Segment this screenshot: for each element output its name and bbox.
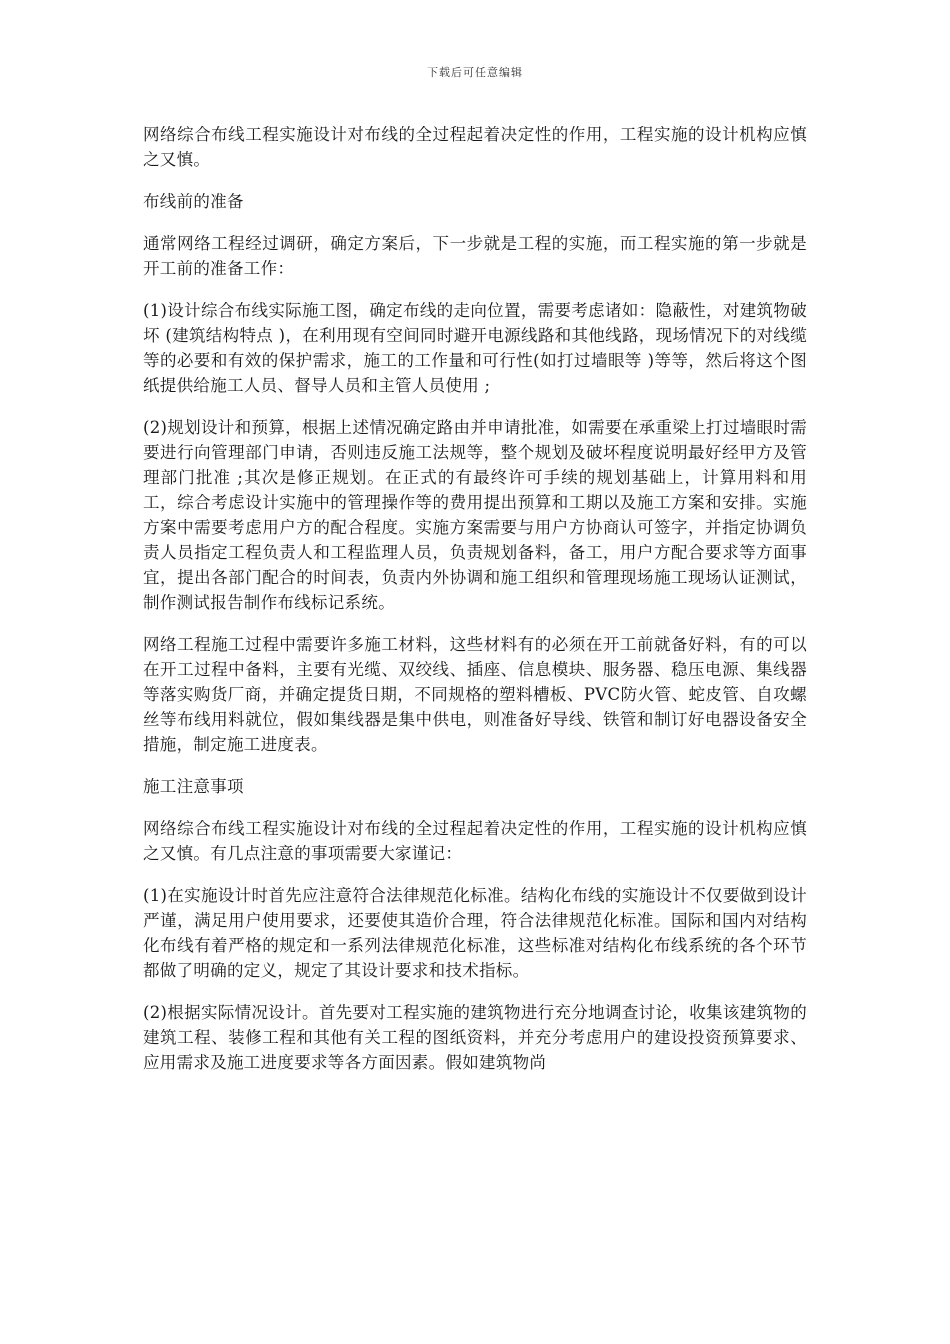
paragraph-preparation-intro: 通常网络工程经过调研，确定方案后，下一步就是工程的实施，而工程实施的第一步就是开工前的准备工作： <box>143 234 807 278</box>
document-body <box>143 122 807 1092</box>
paragraph-intro: 网络综合布线工程实施设计对布线的全过程起着决定性的作用，工程实施的设计机构应慎之又慎。 <box>143 125 807 169</box>
paragraph-materials: 网络工程施工过程中需要许多施工材料，这些材料有的必须在开工前就备好料，有的可以在开工过程中备料，主要有光缆、双绞线、插座、信息模块、服务器、稳压电源、集线器等落实购货厂商，并确定提货日期，不同规格的塑料槽板、PVC防火管、蛇皮管、自攻螺丝等布线用料就位，假如集线器是集中供电，则准备好导线、铁管和制订好电器设备安全措施，制定施工进度表。 <box>143 635 807 754</box>
paragraph-notes-intro: 网络综合布线工程实施设计对布线的全过程起着决定性的作用，工程实施的设计机构应慎之又慎。有几点注意的事项需要大家谨记： <box>143 819 807 863</box>
page-header: 下载后可任意编辑 <box>427 66 523 79</box>
section-heading-notes: 施工注意事项 <box>143 777 244 796</box>
paragraph-note-1: (1)在实施设计时首先应注意符合法律规范化标准。结构化布线的实施设计不仅要做到设计严谨，满足用户使用要求，还要使其造价合理，符合法律规范化标准。国际和国内对结构化布线有着严格的规定和一系列法律规范化标准，这些标准对结构化布线系统的各个环节都做了明确的定义，规定了其设计要求和技术指标。 <box>143 886 807 980</box>
paragraph-step-2: (2)规划设计和预算，根据上述情况确定路由并申请批准，如需要在承重梁上打过墙眼时需要进行向管理部门申请，否则违反施工法规等，整个规划及破坏程度说明最好经甲方及管理部门批准 ;其次是修正规划。在正式的有最终许可手续的规划基础上，计算用料和用工，综合考虑设计实施中的管理操作等的费用提出预算和工期以及施工方案和安排。实施方案中需要考虑用户方的配合程度。实施方案需要与用户方协商认可签字，并指定协调负责人员指定工程负责人和工程监理人员，负责规划备料，备工，用户方配合要求等方面事宜，提出各部门配合的时间表，负责内外协调和施工组织和管理现场施工现场认证测试，制作测试报告制作布线标记系统。 <box>143 418 807 612</box>
paragraph-note-2: (2)根据实际情况设计。首先要对工程实施的建筑物进行充分地调查讨论，收集该建筑物的建筑工程、装修工程和其他有关工程的图纸资料，并充分考虑用户的建设投资预算要求、应用需求及施工进度要求等各方面因素。假如建筑物尚 <box>143 1003 807 1072</box>
section-heading-preparation: 布线前的准备 <box>143 192 244 211</box>
paragraph-step-1: (1)设计综合布线实际施工图，确定布线的走向位置，需要考虑诸如：隐蔽性，对建筑物破坏 (建筑结构特点 )，在利用现有空间同时避开电源线路和其他线路，现场情况下的对线缆等的必要和有效的保护需求，施工的工作量和可行性(如打过墙眼等 )等等，然后将这个图纸提供给施工人员、督导人员和主管人员使用 ; <box>143 301 807 395</box>
